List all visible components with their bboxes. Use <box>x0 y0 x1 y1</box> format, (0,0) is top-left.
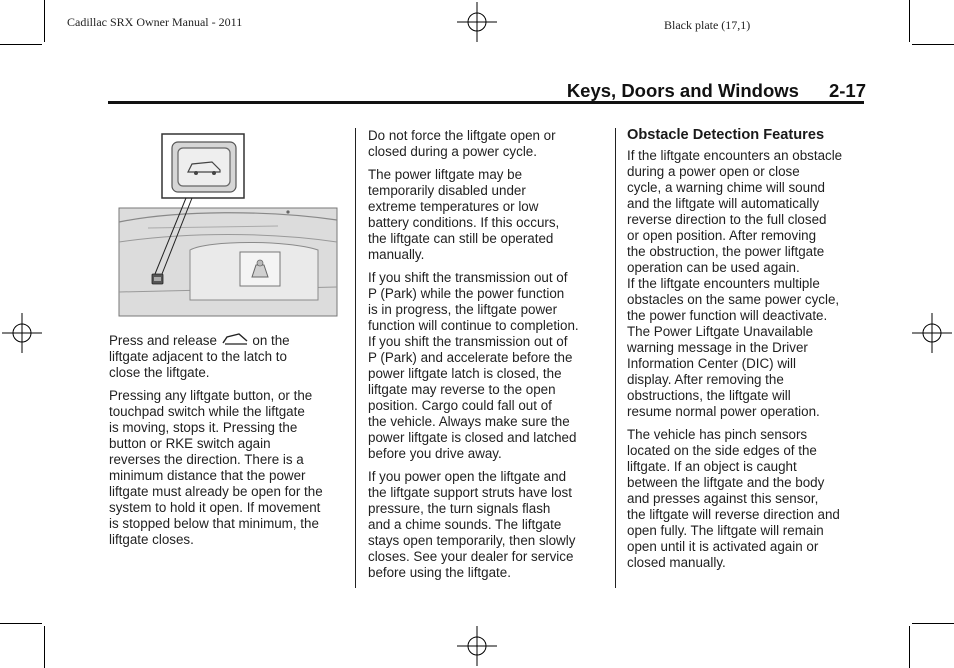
text: on the liftgate adjacent to the latch to close the liftgate. <box>109 333 290 380</box>
paragraph: The power liftgate may be temporarily disabled under extreme temperatures or low battery conditions. If this occurs, the liftgate can still be operated manually. <box>368 167 560 262</box>
registration-mark-icon <box>457 626 497 666</box>
paragraph: Pressing any liftgate button, or the touchpad switch while the liftgate is moving, stops it. Pressing the button or RKE switch again reverses the direction. There is a minimum distance that the power liftgate must already be open for the system to hold it open. If movement is stopped below that minimum, the liftgate closes. <box>109 388 323 547</box>
section-heading <box>560 80 866 102</box>
crop-mark <box>0 44 42 45</box>
column-2 <box>368 128 608 588</box>
print-header-title: Cadillac SRX Owner Manual - 2011 <box>67 15 243 29</box>
column-divider <box>615 128 616 588</box>
registration-mark-icon <box>2 313 42 353</box>
column-1 <box>109 332 349 555</box>
paragraph: If you power open the liftgate and the liftgate support struts have lost pressure, the turn signals flash and a chime sounds. The liftgate stays open temporarily, then slowly closes. See your dealer for service before using the liftgate. <box>368 469 576 580</box>
heading-rule <box>108 101 864 104</box>
page-number: 2-17 <box>828 80 866 101</box>
section-title: Keys, Doors and Windows <box>566 80 799 101</box>
liftgate-icon <box>221 332 249 346</box>
print-header-plate: Black plate (17,1) <box>664 18 751 32</box>
paragraph: The vehicle has pinch sensors located on the side edges of the liftgate. If an object is caught between the liftgate and the body and presses against this sensor, the liftgate will reverse direction and open fully. The liftgate will remain open until it is activated again or closed manually. <box>627 427 840 570</box>
registration-mark-icon <box>457 2 497 42</box>
column-3 <box>627 127 872 578</box>
text: Press and release <box>109 333 217 348</box>
crop-mark <box>44 0 45 42</box>
column-divider <box>355 128 356 588</box>
registration-mark-icon <box>912 313 952 353</box>
paragraph: Do not force the liftgate open or closed during a power cycle. <box>368 128 556 159</box>
paragraph: If the liftgate encounters an obstacle during a power open or close cycle, a warning chime will sound and the liftgate will automatically reverse direction to the full closed or open position. After removing the obstruction, the power liftgate operation can be used again. If the liftgate encounters multiple obstacles on the same power cycle, the power function will deactivate. The Power Liftgate Unavailable warning message in the Driver Information Center (DIC) will display. After removing the obstructions, the liftgate will resume normal power operation. <box>627 148 843 419</box>
crop-mark <box>909 0 910 42</box>
crop-mark <box>909 626 910 668</box>
crop-mark <box>44 626 45 668</box>
paragraph: If you shift the transmission out of P (Park) while the power function is in progress, the liftgate power function will continue to completion. If you shift the transmission out of P (Park) and accelerate before the power liftgate latch is closed, the liftgate may reverse to the open position. Cargo could fall out of the vehicle. Always make sure the power liftgate is closed and latched before you drive away. <box>368 270 579 461</box>
crop-mark <box>0 623 42 624</box>
liftgate-button-illustration <box>118 132 338 318</box>
crop-mark <box>912 44 954 45</box>
paragraph <box>109 332 349 381</box>
subheading: Obstacle Detection Features <box>627 127 825 143</box>
crop-mark <box>912 623 954 624</box>
